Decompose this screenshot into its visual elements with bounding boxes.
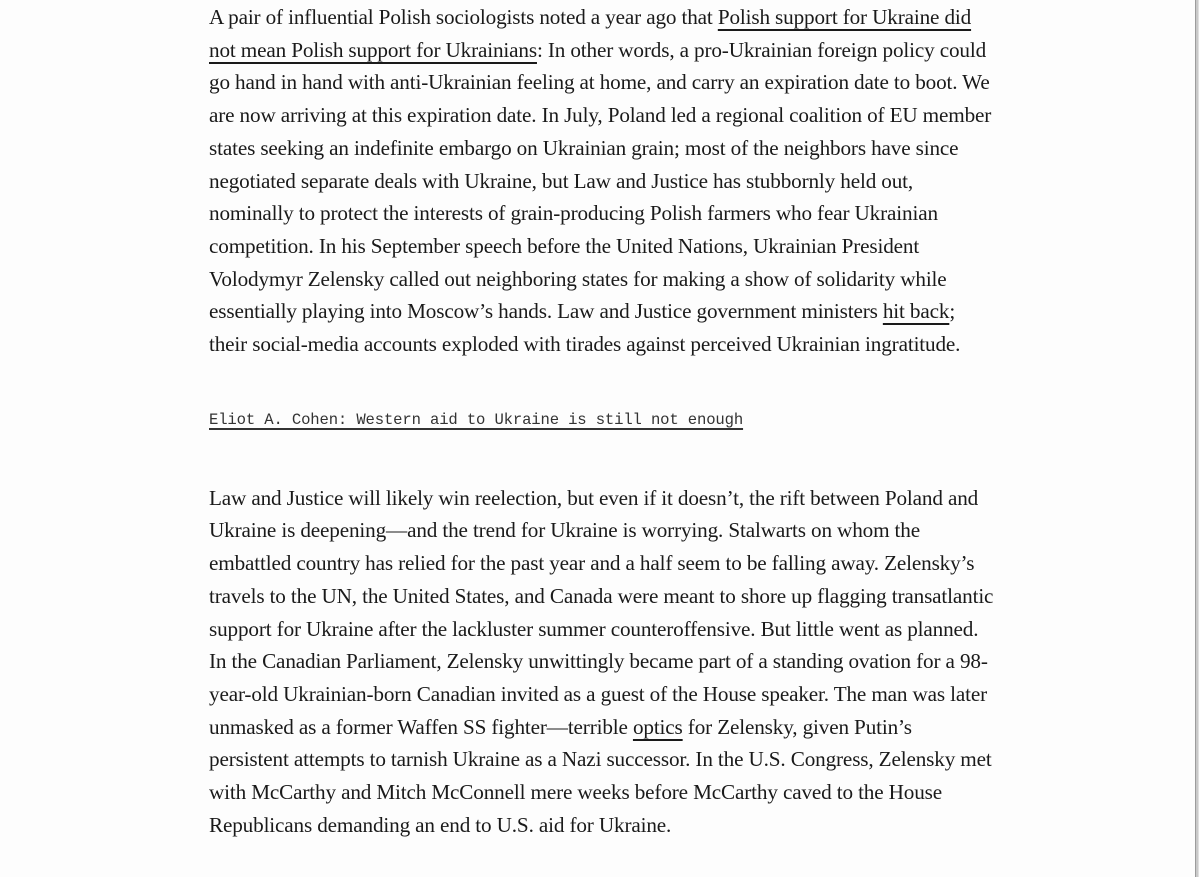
- link-hit-back[interactable]: hit back: [882, 299, 950, 324]
- paragraph-text: for Zelensky, given Putin’s persistent attempts to tarnish Ukraine as a Nazi successor. In the U.S. Congress, Zelensky met with McCarthy and Mitch McConnell mere weeks before McCarthy caved to the House Republicans demanding an end to U.S. aid for Ukraine.: [209, 714, 992, 837]
- link-polish-support-for-ukrainians[interactable]: Polish support for Ukraine did not mean Polish support for Ukrainians: [209, 5, 972, 62]
- paragraph-text: ; their social-media accounts exploded with tirades against perceived Ukrainian ingratitude.: [209, 299, 961, 357]
- related-article-link[interactable]: Eliot A. Cohen: Western aid to Ukraine is still not enough: [209, 410, 744, 429]
- paragraph-text: Law and Justice will likely win reelection, but even if it doesn’t, the rift between Poland and Ukraine is deepening—and the trend for Ukraine is worrying. Stalwarts on whom the embattled country has relied for the past year and a half seem to be falling away. Zelensky’s travels to the UN, the United States, and Canada were meant to shore up flagging transatlantic support for Ukraine after the lackluster summer counteroffensive. But little went as planned. In the Canadian Parliament, Zelensky unwittingly became part of a standing ovation for a 98-year-old Ukrainian-born Canadian invited as a guest of the House speaker. The man was later unmasked as a former Waffen SS fighter—terrible: [209, 485, 994, 739]
- paragraph-text: : In other words, a pro-Ukrainian foreign policy could go hand in hand with anti-Ukrainian feeling at home, and carry an expiration date to boot. We are now arriving at this expiration date. In July, Poland led a regional coalition of EU member states seeking an indefinite embargo on Ukrainian grain; most of the neighbors have since negotiated separate deals with Ukraine, but Law and Justice has stubbornly held out, nominally to protect the interests of grain-producing Polish farmers who fear Ukrainian competition. In his September speech before the United Nations, Ukrainian President Volodymyr Zelensky called out neighboring states for making a show of solidarity while essentially playing into Moscow’s hands. Law and Justice government ministers: [209, 37, 992, 324]
- article-body: [209, 0, 994, 841]
- related-article: [209, 410, 994, 430]
- paragraph-polish-support: [209, 1, 994, 361]
- paragraph-text: A pair of influential Polish sociologists noted a year ago that: [209, 5, 718, 29]
- link-optics[interactable]: optics: [632, 714, 683, 739]
- scrollbar[interactable]: [1195, 0, 1199, 877]
- paragraph-rift: [209, 482, 994, 842]
